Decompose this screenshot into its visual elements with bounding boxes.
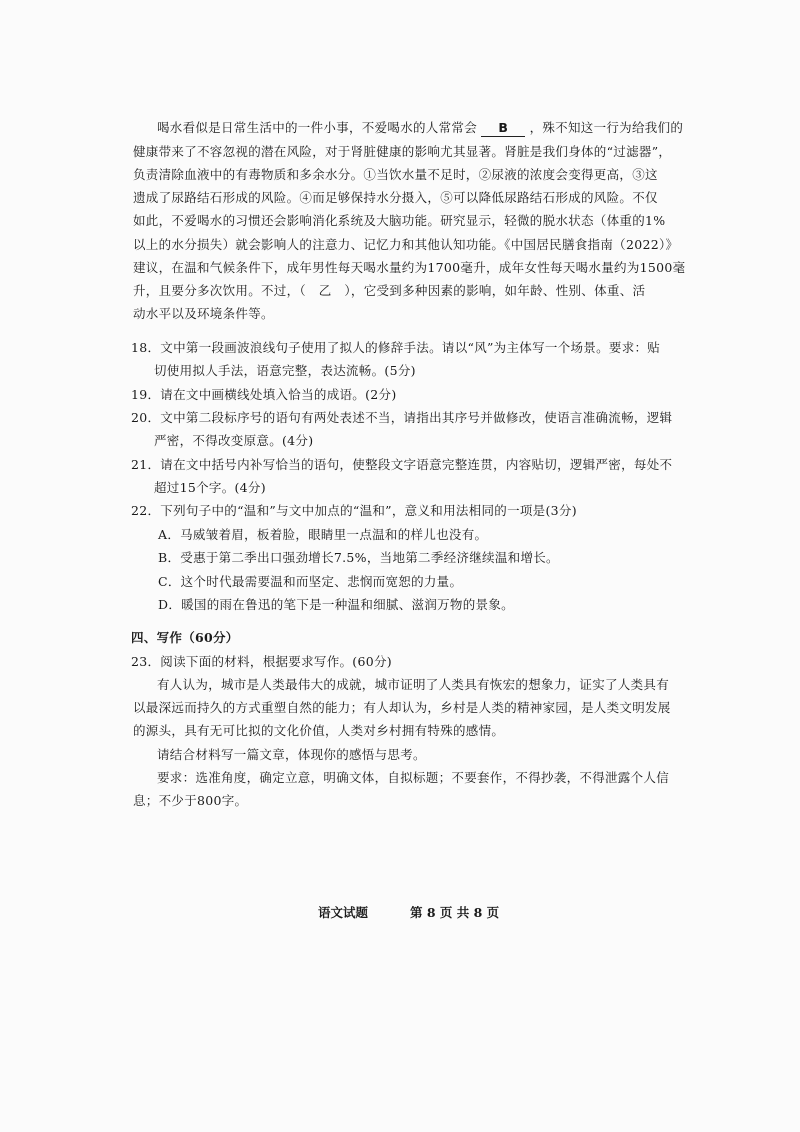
passage-line-5: 如此，不爱喝水的习惯还会影响消化系统及大脑功能。研究显示，轻微的脱水状态（体重的1% bbox=[133, 213, 666, 228]
passage-text: 喝水看似是日常生活中的一件小事，不爱喝水的人常常会 bbox=[157, 120, 478, 135]
option-a: A．马威皱着眉，板着脸，眼睛里一点温和的样儿也没有。 bbox=[158, 527, 488, 542]
material-line-3: 的源头，具有无可比拟的文化价值，人类对乡村拥有特殊的感情。 bbox=[133, 723, 505, 738]
writing-requirements-line-2: 息；不少于800字。 bbox=[133, 793, 248, 808]
question-19: 19．请在文中画横线处填入恰当的成语。(2分) bbox=[131, 387, 397, 402]
option-d: D．暖国的雨在鲁迅的笔下是一种温和细腻、滋润万物的景象。 bbox=[158, 597, 514, 612]
passage-line-7: 建议，在温和气候条件下，成年男性每天喝水量约为1700毫升，成年女性每天喝水量约为1500毫 bbox=[133, 260, 686, 275]
passage-line-1 bbox=[157, 120, 683, 137]
question-21-line-1: 21．请在文中括号内补写恰当的语句，使整段文字语意完整连贯，内容贴切，逻辑严密，每处不 bbox=[131, 457, 673, 472]
question-23: 23．阅读下面的材料，根据要求写作。(60分) bbox=[131, 654, 392, 669]
passage-line-8: 升，且要分多次饮用。不过，（ 乙 ），它受到多种因素的影响，如年龄、性别、体重、活 bbox=[133, 283, 646, 298]
writing-task: 请结合材料写一篇文章，体现你的感悟与思考。 bbox=[157, 747, 426, 762]
passage-line-4: 遗成了尿路结石形成的风险。④而足够保持水分摄入，⑤可以降低尿路结石形成的风险。不仅 bbox=[133, 190, 658, 205]
passage-line-9: 动水平以及环境条件等。 bbox=[133, 306, 274, 321]
passage-text: ，殊不知这一行为给我们的 bbox=[529, 120, 684, 135]
writing-requirements-line-1: 要求：选准角度，确定立意，明确文体，自拟标题；不要套作，不得抄袭，不得泄露个人信 bbox=[157, 770, 670, 785]
question-21-line-2: 超过15个字。(4分) bbox=[154, 480, 266, 495]
question-20-line-1: 20．文中第二段标序号的语句有两处表述不当，请指出其序号并做修改，使语言准确流畅，逻辑 bbox=[131, 410, 673, 425]
passage-line-2: 健康带来了不容忽视的潜在风险，对于肾脏健康的影响尤其显著。肾脏是我们身体的“过滤器”， bbox=[133, 144, 672, 159]
passage-line-6: 以上的水分损失）就会影响人的注意力、记忆力和其他认知功能。《中国居民膳食指南（2022）》 bbox=[133, 237, 679, 252]
question-22: 22．下列句子中的“温和”与文中加点的“温和”，意义和用法相同的一项是(3分) bbox=[131, 503, 577, 518]
footer-subject: 语文试题 bbox=[318, 905, 369, 920]
material-line-1: 有人认为，城市是人类最伟大的成就，城市证明了人类具有恢宏的想象力，证实了人类具有 bbox=[157, 677, 670, 692]
question-20-line-2: 严密，不得改变原意。(4分) bbox=[154, 433, 314, 448]
option-b: B．受惠于第二季出口强劲增长7.5%，当地第二季经济继续温和增长。 bbox=[158, 550, 559, 565]
answer-blank: B bbox=[481, 120, 525, 137]
question-18-line-1: 18．文中第一段画波浪线句子使用了拟人的修辞手法。请以“风”为主体写一个场景。要求：贴 bbox=[131, 340, 661, 355]
question-18-line-2: 切使用拟人手法，语意完整，表达流畅。(5分) bbox=[154, 363, 416, 378]
passage-line-3: 负责清除血液中的有毒物质和多余水分。①当饮水量不足时，②尿液的浓度会变得更高，③这 bbox=[133, 167, 658, 182]
footer-page-number: 第 8 页 共 8 页 bbox=[410, 905, 500, 920]
option-c: C．这个时代最需要温和而坚定、悲悯而宽恕的力量。 bbox=[158, 574, 463, 589]
writing-section-heading: 四、写作（60分） bbox=[131, 630, 239, 645]
material-line-2: 以最深远而持久的方式重塑自然的能力；有人却认为，乡村是人类的精神家园，是人类文明发展 bbox=[133, 700, 671, 715]
